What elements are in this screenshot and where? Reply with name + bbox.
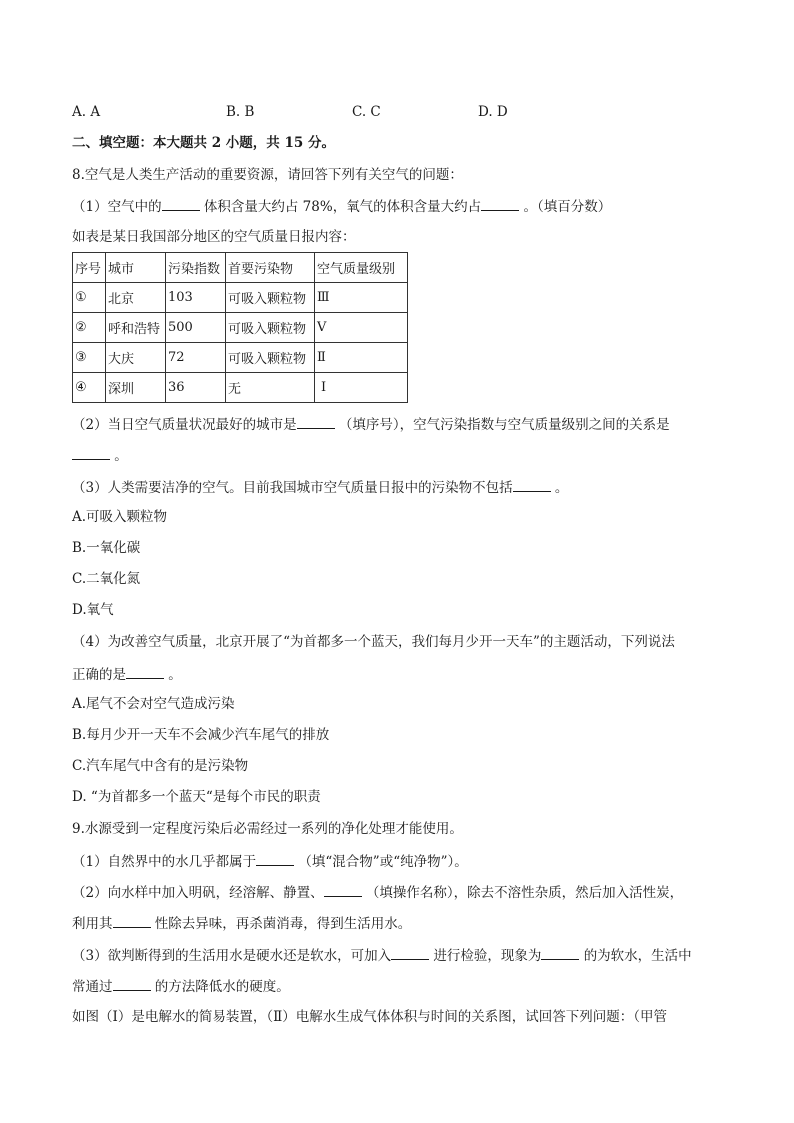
- q9-p3-text-d: 常通过: [72, 979, 113, 995]
- table-cell: Ⅴ: [315, 313, 408, 343]
- answer-blank: [162, 196, 200, 211]
- q8-p1-text-b: 体积含量大约占 78%，氧气的体积含量大约占: [203, 199, 482, 215]
- answer-blank: [126, 664, 164, 679]
- q8-p4-end: 。: [168, 667, 182, 683]
- table-row: [73, 283, 408, 313]
- table-cell: Ⅲ: [315, 283, 408, 313]
- table-cell: ①: [73, 283, 106, 313]
- table-cell: 北京: [106, 283, 166, 313]
- table-cell: ④: [73, 373, 106, 403]
- answer-blank: [297, 414, 335, 429]
- q8-p3-option-a: A.可吸入颗粒物: [72, 509, 168, 525]
- table-header: 首要污染物: [226, 253, 315, 283]
- q9-p3-text-e: 的方法降低水的硬度。: [154, 979, 290, 995]
- choice-a: A. A: [72, 104, 101, 120]
- q8-p4-option-d: D. “为首都多一个蓝天“是每个市民的职责: [72, 789, 321, 805]
- table-cell: 呼和浩特: [106, 313, 166, 343]
- table-cell: 36: [166, 373, 226, 403]
- table-intro: 如表是某日我国部分地区的空气质量日报内容：: [72, 229, 356, 245]
- answer-blank: [113, 913, 151, 928]
- answer-blank: [256, 851, 294, 866]
- q8-p4-option-c: C.汽车尾气中含有的是污染物: [72, 758, 249, 774]
- q9-p2-text-c: 利用其: [72, 916, 113, 932]
- table-cell: 72: [166, 343, 226, 373]
- choice-d: D. D: [478, 104, 508, 120]
- table-cell: 深圳: [106, 373, 166, 403]
- q8-p2-text-c: 。: [114, 448, 128, 464]
- table-cell: 可吸入颗粒物: [226, 313, 315, 343]
- table-header: 序号: [73, 253, 106, 283]
- q8-p4-option-b: B.每月少开一天车不会减少汽车尾气的排放: [72, 727, 330, 743]
- q8-p3-option-c: C.二氧化氮: [72, 571, 141, 587]
- q9-part1: [72, 851, 468, 871]
- q8-stem: 8.空气是人类生产活动的重要资源，请回答下列有关空气的问题：: [72, 167, 463, 183]
- q9-p1-text-a: （1）自然界中的水几乎都属于: [72, 854, 257, 870]
- q9-stem: 9.水源受到一定程度污染后必需经过一系列的净化处理才能使用。: [72, 821, 463, 837]
- q9-figure-intro: 如图（Ⅰ）是电解水的简易装置，（Ⅱ）电解水生成气体体积与时间的关系图，试回答下列问题：（甲管: [72, 1009, 668, 1025]
- q8-part2: [72, 414, 670, 434]
- answer-blank: [113, 976, 151, 991]
- q8-p3-option-d: D.氧气: [72, 602, 114, 618]
- choice-b: B. B: [226, 104, 255, 120]
- table-cell: Ⅱ: [315, 343, 408, 373]
- q9-p3-text-c: 的为软水，生活中: [583, 948, 692, 964]
- answer-blank: [513, 477, 551, 492]
- table-cell: 103: [166, 283, 226, 313]
- answer-blank: [391, 945, 429, 960]
- section-heading: 二、填空题：本大题共 2 小题，共 15 分。: [72, 135, 335, 151]
- table-header: 污染指数: [166, 253, 226, 283]
- answer-blank: [72, 445, 110, 460]
- table-row: [73, 313, 408, 343]
- q9-part2-cont: [72, 913, 411, 933]
- table-header: 空气质量级别: [315, 253, 408, 283]
- q8-part3: [72, 477, 568, 497]
- q8-p4-option-a: A.尾气不会对空气造成污染: [72, 696, 235, 712]
- table-cell: Ⅰ: [315, 373, 408, 403]
- q8-p4-text-b: 正确的是: [72, 667, 126, 683]
- table-cell: 无: [226, 373, 315, 403]
- q8-p1-text-a: （1）空气中的: [72, 199, 162, 215]
- q8-part4-cont: [72, 664, 182, 684]
- answer-blank: [324, 882, 362, 897]
- table-cell: 大庆: [106, 343, 166, 373]
- table-row: [73, 373, 408, 403]
- q9-part2: [72, 882, 683, 902]
- q9-part3: [72, 945, 692, 965]
- table-cell: 500: [166, 313, 226, 343]
- q9-p2-text-a: （2）向水样中加入明矾，经溶解、静置、: [72, 885, 324, 901]
- table-row: [73, 343, 408, 373]
- q8-part4: （4）为改善空气质量，北京开展了“为首都多一个蓝天，我们每月少开一天车”的主题活动，下列说法: [72, 634, 675, 650]
- q8-p3-text: （3）人类需要洁净的空气。目前我国城市空气质量日报中的污染物不包括: [72, 480, 513, 496]
- table-cell: 可吸入颗粒物: [226, 283, 315, 313]
- q9-p3-text-a: （3）欲判断得到的生活用水是硬水还是软水，可加入: [72, 948, 392, 964]
- q8-p1-text-c: 。（填百分数）: [523, 199, 612, 215]
- q8-p2-text-a: （2）当日空气质量状况最好的城市是: [72, 417, 297, 433]
- q9-part3-cont: [72, 976, 290, 996]
- table-header: 城市: [106, 253, 166, 283]
- q8-p2-text-b: （填序号），空气污染指数与空气质量级别之间的关系是: [338, 417, 670, 433]
- answer-blank: [541, 945, 579, 960]
- table-cell: ③: [73, 343, 106, 373]
- q8-part2-cont: [72, 445, 128, 465]
- table-cell: 可吸入颗粒物: [226, 343, 315, 373]
- answer-blank: [481, 196, 519, 211]
- q9-p3-text-b: 进行检验，现象为: [433, 948, 542, 964]
- choice-c: C. C: [352, 104, 381, 120]
- table-header-row: [73, 253, 408, 283]
- q8-p3-option-b: B.一氧化碳: [72, 540, 141, 556]
- q8-part1: [72, 196, 611, 216]
- q9-p1-text-b: （填“混合物”或“纯净物”）。: [298, 854, 468, 870]
- q9-p2-text-b: （填操作名称），除去不溶性杂质，然后加入活性炭，: [365, 885, 684, 901]
- q8-p3-end: 。: [554, 480, 569, 496]
- q9-p2-text-d: 性除去异味，再杀菌消毒，得到生活用水。: [154, 916, 412, 932]
- table-cell: ②: [73, 313, 106, 343]
- air-quality-table: [72, 252, 408, 403]
